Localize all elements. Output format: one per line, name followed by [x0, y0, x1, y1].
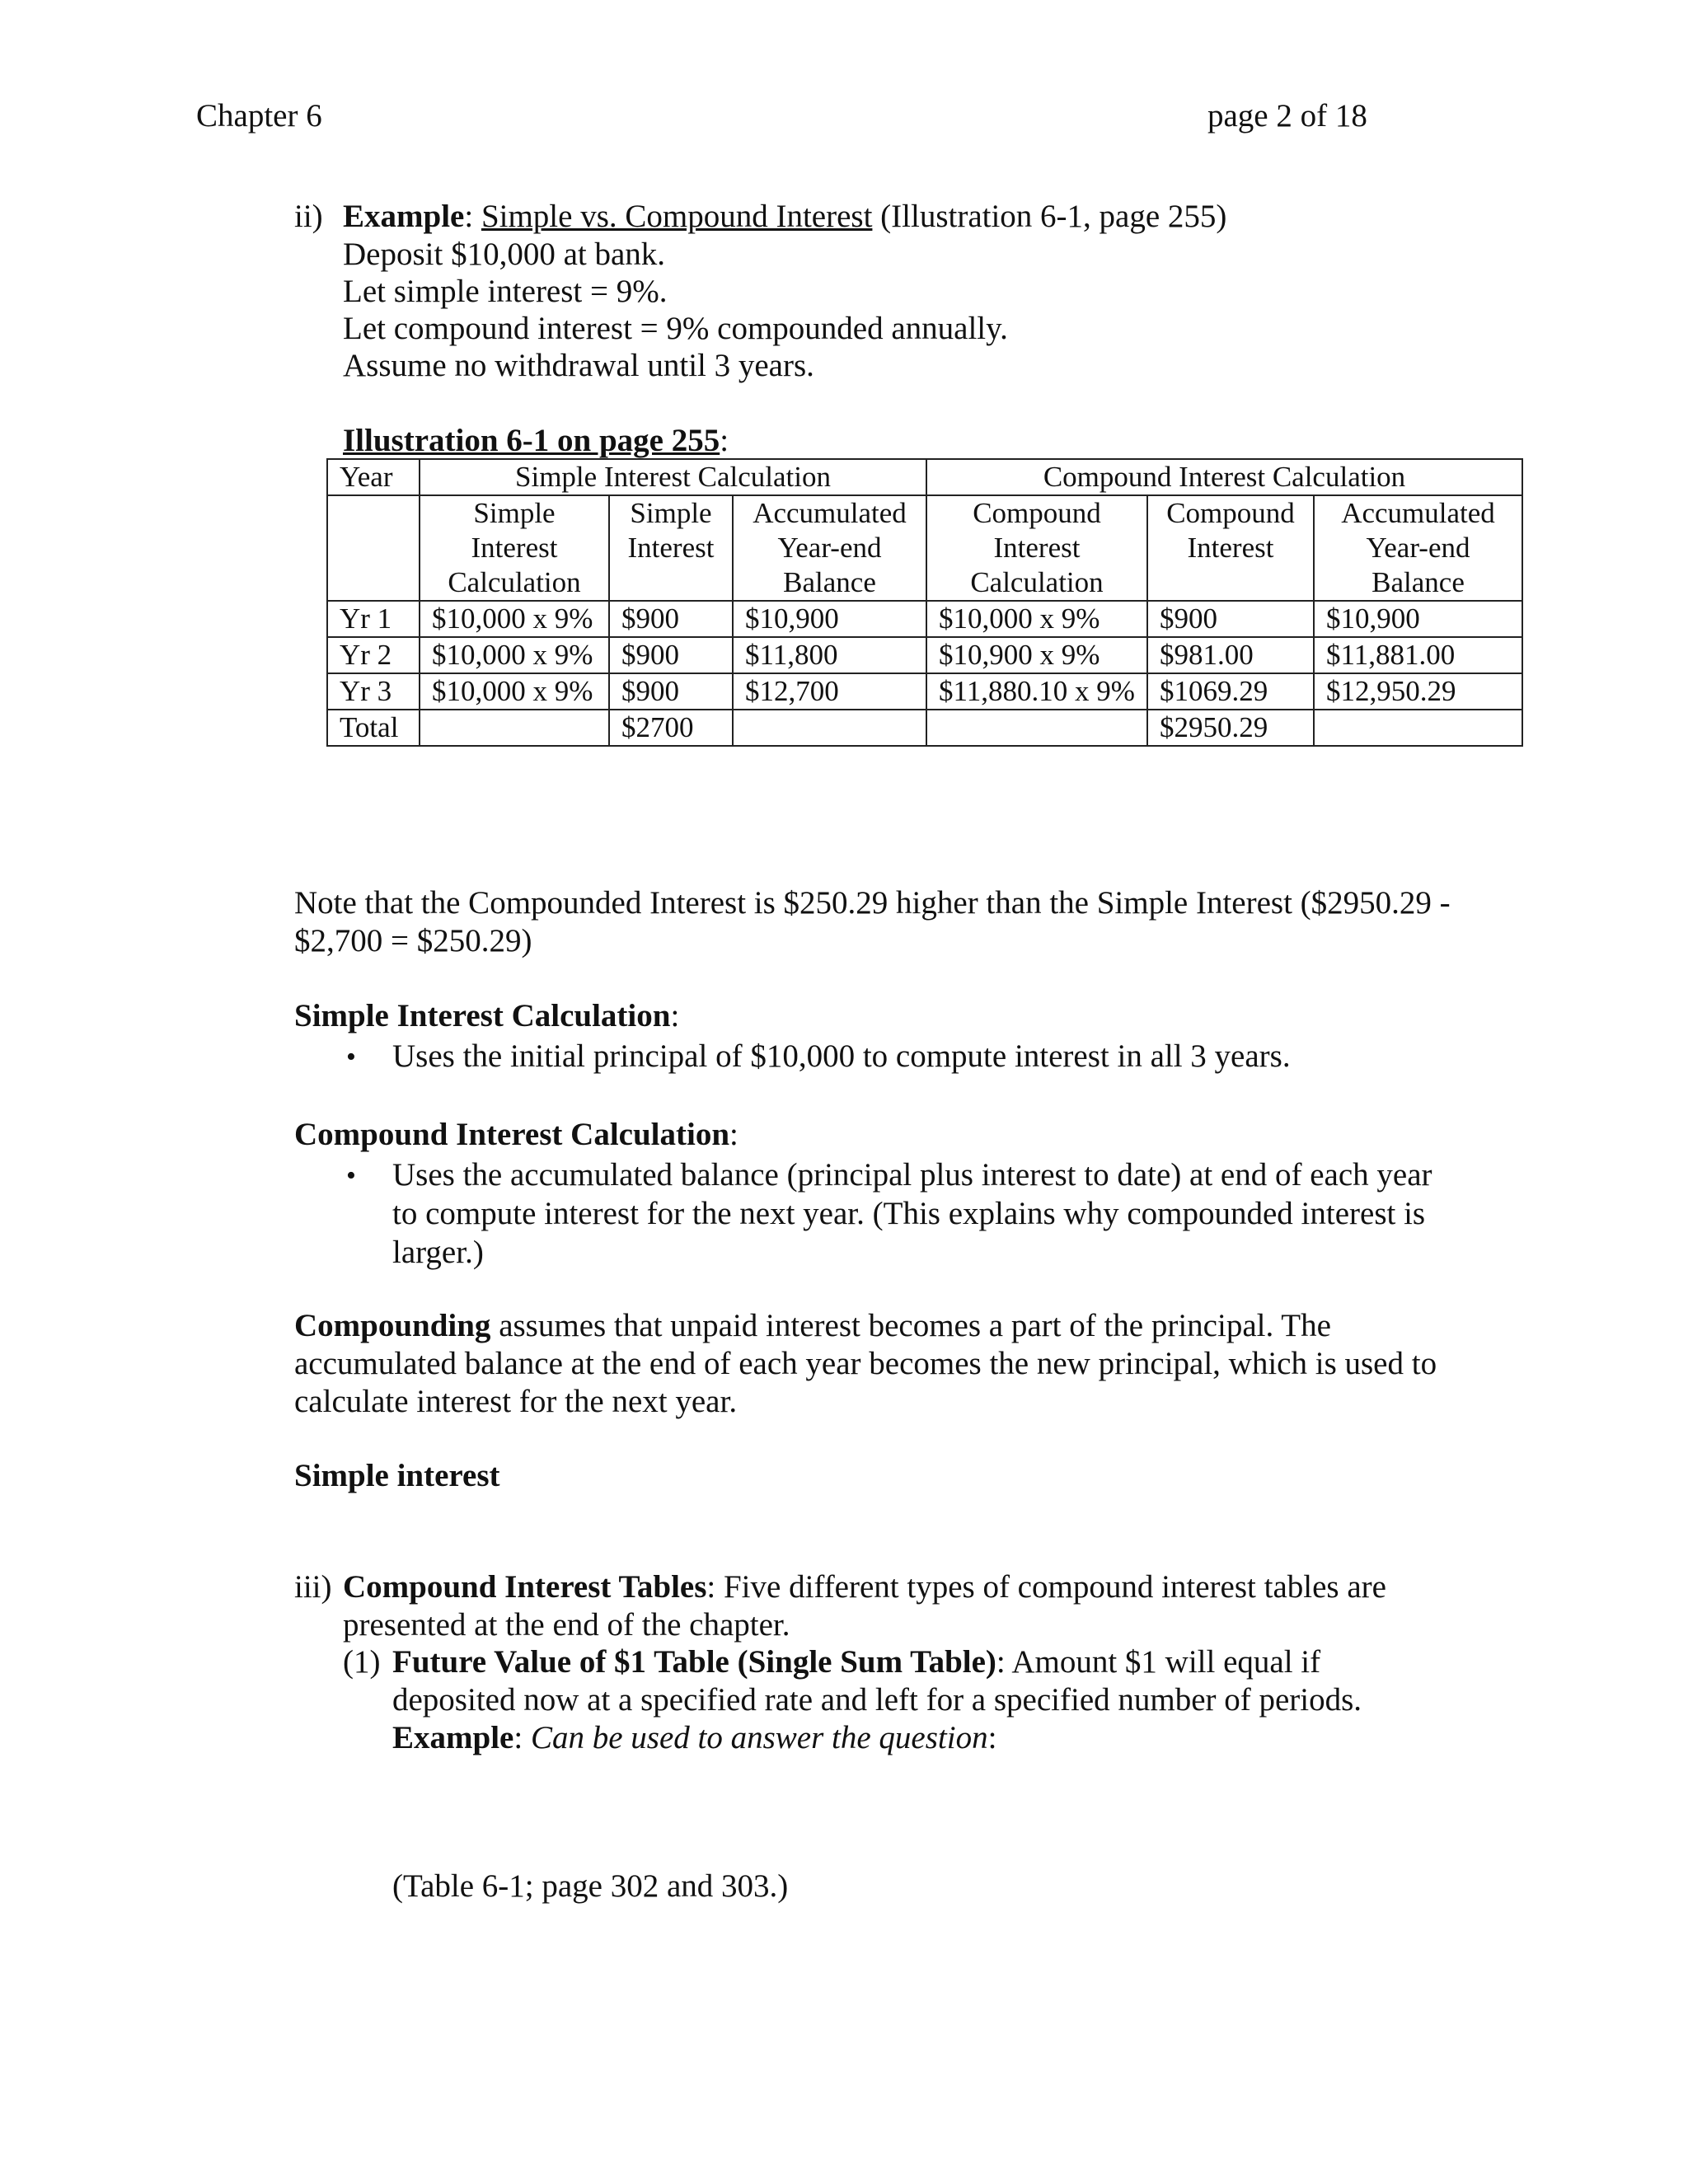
compounding-line: calculate interest for the next year. [294, 1384, 738, 1419]
table-cell: $10,000 x 9% [420, 601, 609, 637]
table-total-row [327, 710, 1522, 746]
column-header: Compound Interest [1147, 495, 1314, 601]
example-number: ii) [294, 199, 323, 234]
table-cell: $10,000 x 9% [926, 601, 1147, 637]
simple-group-header: Simple Interest Calculation [420, 459, 926, 495]
table-cell: $900 [609, 673, 733, 710]
simple-bullet-text: Uses the initial principal of $10,000 to compute interest in all 3 years. [392, 1038, 1291, 1074]
item-example-end: : [987, 1720, 997, 1755]
table-cell [926, 710, 1147, 746]
item-example-label: Example [392, 1720, 514, 1755]
table-cell: $900 [1147, 601, 1314, 637]
chapter-label: Chapter 6 [196, 98, 322, 134]
table-cell: Yr 1 [327, 601, 420, 637]
compounding-term: Compounding [294, 1308, 491, 1343]
example-heading [343, 198, 1226, 236]
simple-heading-colon: : [670, 998, 680, 1033]
simple-heading [294, 997, 679, 1035]
tables-title: Compound Interest Tables [343, 1569, 707, 1605]
table-cell: $12,950.29 [1314, 673, 1522, 710]
table-cell: $900 [609, 637, 733, 673]
table-cell: $10,900 [733, 601, 926, 637]
table-cell [1314, 710, 1522, 746]
table-cell: $11,880.10 x 9% [926, 673, 1147, 710]
table-cell: $2700 [609, 710, 733, 746]
note-line: Note that the Compounded Interest is $250.29 higher than the Simple Interest ($2950.29 - [294, 885, 1451, 921]
item-example-colon: : [513, 1720, 531, 1755]
example-line: Let simple interest = 9%. [343, 274, 668, 309]
illustration-title-text: Illustration 6-1 on page 255 [343, 423, 720, 458]
table-cell: $12,700 [733, 673, 926, 710]
example-title: Simple vs. Compound Interest [481, 199, 873, 234]
illustration-title-colon: : [720, 423, 729, 458]
example-line: Assume no withdrawal until 3 years. [343, 348, 814, 383]
tables-line2: presented at the end of the chapter. [343, 1607, 790, 1643]
note-paragraph [294, 884, 1451, 960]
column-header: Accumulated Year-end Balance [1314, 495, 1522, 601]
simple-heading-text: Simple Interest Calculation [294, 998, 671, 1033]
table-cell: $11,800 [733, 637, 926, 673]
table-row [327, 637, 1522, 673]
tables-paragraph [343, 1568, 1386, 1644]
column-header: Simple Interest [609, 495, 733, 601]
table-cell: $900 [609, 601, 733, 637]
compounding-line1: assumes that unpaid interest becomes a part of the principal. The [490, 1308, 1331, 1343]
compound-heading-colon: : [729, 1117, 738, 1152]
table-row [327, 601, 1522, 637]
table-cell: Total [327, 710, 420, 746]
table-row [327, 673, 1522, 710]
tables-rest: : Five different types of compound interest tables are [706, 1569, 1386, 1605]
item-rest: : Amount $1 will equal if [996, 1644, 1321, 1680]
compound-heading-text: Compound Interest Calculation [294, 1117, 730, 1152]
illustration-table [326, 458, 1523, 747]
column-header: Accumulated Year-end Balance [733, 495, 926, 601]
table-cell: $10,000 x 9% [420, 673, 609, 710]
example-line: Deposit $10,000 at bank. [343, 237, 666, 272]
table-cell: $10,900 x 9% [926, 637, 1147, 673]
table-cell [733, 710, 926, 746]
compounding-line: accumulated balance at the end of each year becomes the new principal, which is used to [294, 1346, 1437, 1381]
table-cell: $2950.29 [1147, 710, 1314, 746]
compounding-paragraph [294, 1307, 1437, 1421]
table-subheader-row [327, 495, 1522, 601]
example-colon: : [464, 199, 474, 234]
compound-heading [294, 1116, 738, 1154]
compound-bullet-line: larger.) [392, 1235, 484, 1270]
table-cell: $10,000 x 9% [420, 637, 609, 673]
table-cell [420, 710, 609, 746]
year-header: Year [327, 459, 420, 495]
table-cell: $1069.29 [1147, 673, 1314, 710]
table-cell: $981.00 [1147, 637, 1314, 673]
item-title: Future Value of $1 Table (Single Sum Table) [392, 1644, 996, 1680]
table-cell: Yr 2 [327, 637, 420, 673]
tables-number: iii) [294, 1569, 332, 1605]
compound-group-header: Compound Interest Calculation [926, 459, 1522, 495]
example-lines [343, 236, 1008, 384]
item-paragraph [392, 1643, 1362, 1757]
item-example-text: Can be used to answer the question [530, 1720, 988, 1755]
compound-bullet-line: Uses the accumulated balance (principal plus interest to date) at end of each year [392, 1157, 1432, 1193]
compound-bullet-line: to compute interest for the next year. (This explains why compounded interest is [392, 1196, 1426, 1231]
column-header: Compound Interest Calculation [926, 495, 1147, 601]
example-ref: (Illustration 6-1, page 255) [872, 199, 1227, 234]
example-label: Example [343, 199, 465, 234]
page-number: page 2 of 18 [1207, 98, 1367, 134]
compound-bullet-text [392, 1156, 1432, 1272]
item-number: (1) [343, 1644, 381, 1680]
table-cell: $10,900 [1314, 601, 1522, 637]
table-group-header-row [327, 459, 1522, 495]
table-reference: (Table 6-1; page 302 and 303.) [392, 1868, 789, 1904]
bullet-icon: • [346, 1042, 356, 1072]
table-cell: $11,881.00 [1314, 637, 1522, 673]
simple-interest-heading: Simple interest [294, 1458, 500, 1493]
table-cell [327, 495, 420, 601]
note-line: $2,700 = $250.29) [294, 923, 532, 958]
column-header: Simple Interest Calculation [420, 495, 609, 601]
table-cell: Yr 3 [327, 673, 420, 710]
illustration-title [343, 422, 729, 460]
example-line: Let compound interest = 9% compounded annually. [343, 311, 1008, 346]
bullet-icon: • [346, 1160, 356, 1191]
item-line2: deposited now at a specified rate and left for a specified number of periods. [392, 1682, 1362, 1718]
